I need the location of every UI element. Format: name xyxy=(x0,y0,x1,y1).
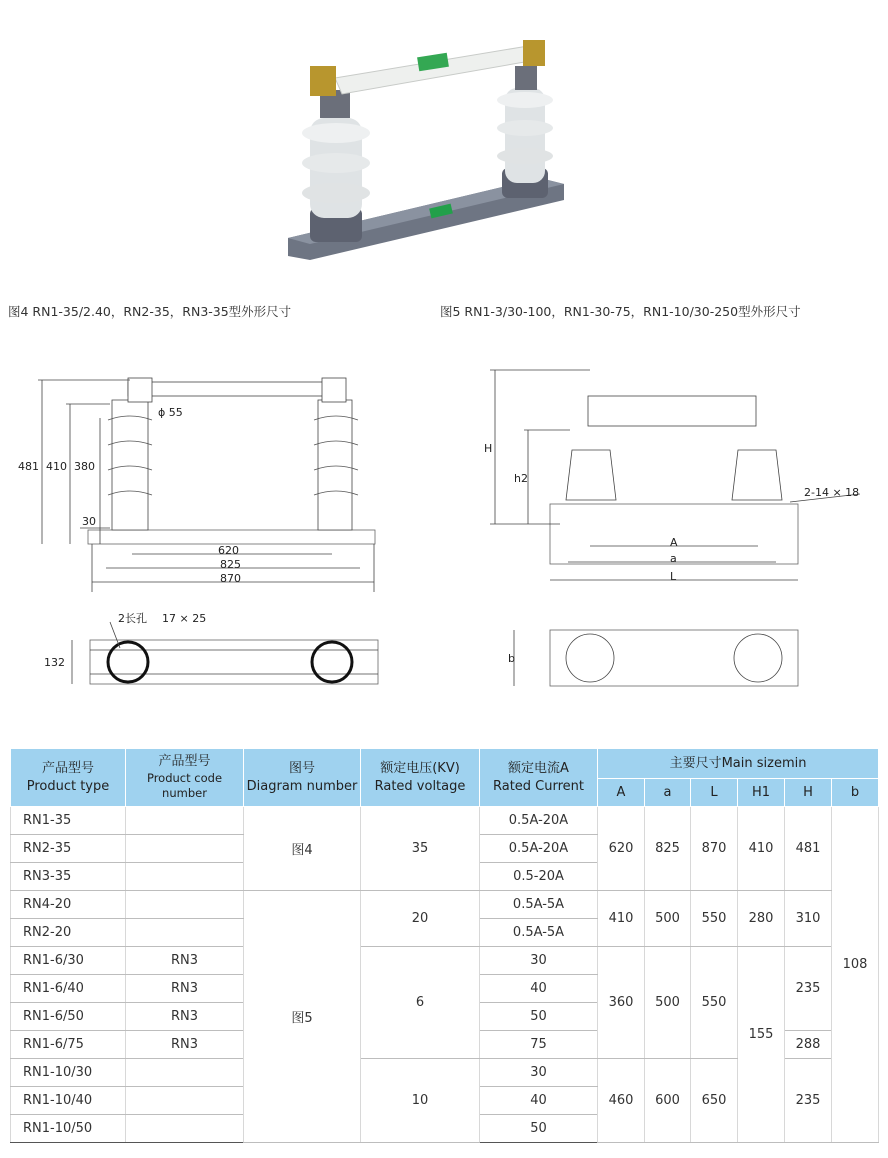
dim-380: 380 xyxy=(74,460,95,473)
diagram-fig5: 图5 xyxy=(244,891,361,1143)
slot-size: 17 × 25 xyxy=(162,612,207,625)
voltage-10: 10 xyxy=(361,1059,480,1143)
dim-h2: h2 xyxy=(514,472,528,485)
dim-30: 30 xyxy=(82,515,96,528)
table-row: RN1-6/50 RN3 50 xyxy=(11,1003,879,1031)
header-dim-a: a xyxy=(645,779,691,807)
dim-b: b xyxy=(508,652,515,665)
figure-4-caption: 图4 RN1-35/2.40，RN2-35，RN3-35型外形尺寸 xyxy=(8,304,292,319)
diagram-fig4: 图4 xyxy=(244,807,361,891)
header-dim-A: A xyxy=(598,779,645,807)
figure-5-drawing xyxy=(440,360,880,695)
header-diagram: 图号 Diagram number xyxy=(244,749,361,807)
dim-410: 410 xyxy=(46,460,67,473)
dim-870: 870 xyxy=(220,572,241,585)
header-voltage: 额定电压(KV) Rated voltage xyxy=(361,749,480,807)
table-row: RN2-35 0.5A-20A xyxy=(11,835,879,863)
voltage-6: 6 xyxy=(361,947,480,1059)
header-main-size: 主要尺寸Main sizemin xyxy=(598,749,879,779)
dim-a: a xyxy=(670,552,677,565)
dim-phi55: ϕ 55 xyxy=(158,406,183,419)
header-product-code: 产品型号 Product code number xyxy=(126,749,244,807)
voltage-35: 35 xyxy=(361,807,480,891)
figure-5-caption: 图5 RN1-3/30-100，RN1-30-75，RN1-10/30-250型外形尺寸 xyxy=(440,304,801,319)
voltage-20: 20 xyxy=(361,891,480,947)
table-row: RN1-6/30 RN3 6 30 360 500 550 155 235 xyxy=(11,947,879,975)
left-insulator xyxy=(302,90,370,242)
header-dim-H: H xyxy=(785,779,832,807)
slot-label: 2长孔 xyxy=(118,612,147,625)
table-row: RN1-10/50 50 xyxy=(11,1115,879,1143)
fuse-tube xyxy=(310,40,545,96)
dim-132: 132 xyxy=(44,656,65,669)
H1-shared: 155 xyxy=(738,947,785,1143)
dim-holes: 2-14 × 18 xyxy=(804,486,860,499)
spec-table xyxy=(10,748,879,1143)
product-photo xyxy=(280,38,570,268)
table-row: RN1-6/75 RN3 75 288 xyxy=(11,1031,879,1059)
dim-L: L xyxy=(670,570,677,583)
header-dim-b: b xyxy=(832,779,879,807)
b-shared: 108 xyxy=(832,807,879,1143)
table-row: RN1-10/40 40 xyxy=(11,1087,879,1115)
dim-825: 825 xyxy=(220,558,241,571)
right-insulator xyxy=(497,66,553,198)
table-row: RN4-20 图5 20 0.5A-5A 410 500 550 280 310 xyxy=(11,891,879,919)
table-row: RN2-20 0.5A-5A xyxy=(11,919,879,947)
header-dim-H1: H1 xyxy=(738,779,785,807)
table-row: RN3-35 0.5-20A xyxy=(11,863,879,891)
dim-481: 481 xyxy=(18,460,39,473)
table-row: RN1-35 图4 35 0.5A-20A 620 825 870 410 481 108 xyxy=(11,807,879,835)
header-product-type: 产品型号 Product type xyxy=(11,749,126,807)
dim-H: H xyxy=(484,442,493,455)
table-row: RN1-6/40 RN3 40 xyxy=(11,975,879,1003)
header-current: 额定电流A Rated Current xyxy=(480,749,598,807)
figure-4-drawing xyxy=(0,360,440,695)
table-row: RN1-10/30 10 30 460 600 650 235 xyxy=(11,1059,879,1087)
dim-A: A xyxy=(670,536,678,549)
header-dim-L: L xyxy=(691,779,738,807)
dim-620: 620 xyxy=(218,544,239,557)
